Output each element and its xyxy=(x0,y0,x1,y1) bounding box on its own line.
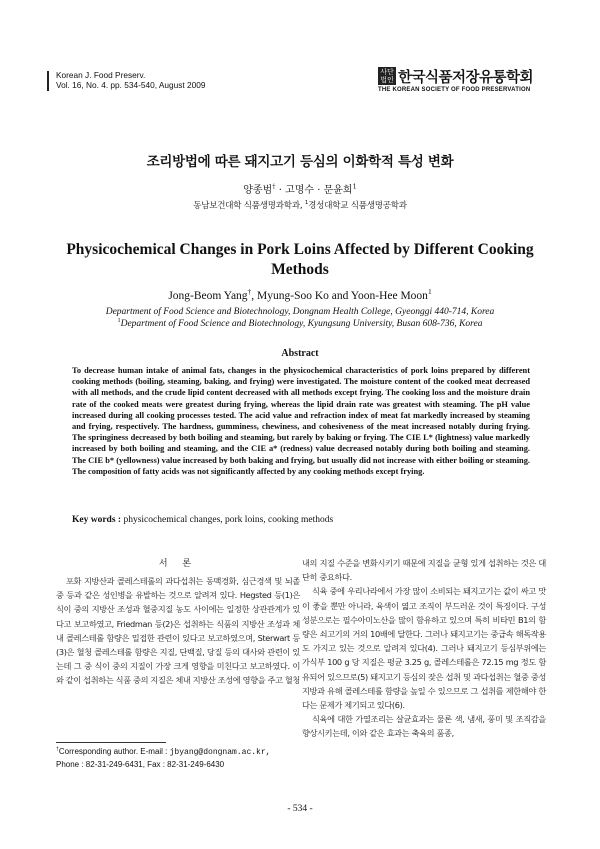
journal-citation xyxy=(56,70,286,90)
society-header xyxy=(378,64,556,98)
journal-name: Korean J. Food Preserv. xyxy=(56,70,146,80)
citation-rule xyxy=(47,71,49,91)
author-1-en: Jong-Beom Yang xyxy=(168,290,248,302)
authors-korean xyxy=(0,181,600,196)
paragraph: 내의 지질 수준을 변화시키기 때문에 지질을 균형 있게 섭취하는 것은 대단히 중요하다. xyxy=(302,558,546,583)
affiliation-mark: 1 xyxy=(117,317,121,324)
title-english: Physicochemical Changes in Pork Loins Affected by Different Cooking Methods xyxy=(66,241,534,278)
left-column xyxy=(56,574,300,688)
footnote xyxy=(56,746,306,771)
author-3: 문윤희 xyxy=(323,185,353,196)
author-separator: · xyxy=(278,185,282,196)
footnote-line-1 xyxy=(56,746,306,759)
affiliation-mark: 1 xyxy=(352,182,357,191)
author-2: 고명수 xyxy=(285,185,315,196)
keywords-label: Key words : xyxy=(72,515,122,525)
society-name-english: THE KOREAN SOCIETY OF FOOD PRESERVATION xyxy=(378,87,531,93)
footnote-prefix: Corresponding author. E-mail : xyxy=(58,747,168,756)
affiliation-2: 경성대학교 식품생명공학과 xyxy=(308,201,407,211)
abstract-heading: Abstract xyxy=(281,348,319,359)
affiliation-mark: 1 xyxy=(427,287,432,297)
affiliation-korean xyxy=(0,199,600,211)
affiliation-2-en: Department of Food Science and Biotechnology, Kyungsung University, Busan 608-736, Korea xyxy=(120,318,483,329)
keywords-text: physicochemical changes, pork loins, cooking methods xyxy=(123,515,334,525)
author-separator: · xyxy=(317,185,321,196)
right-column xyxy=(302,556,546,741)
section-heading-introduction: 서 론 xyxy=(158,559,198,569)
authors-rest-en: , Myung-Soo Ko and Yoon-Hee Moon xyxy=(251,290,428,302)
corresponding-mark: † xyxy=(247,287,252,297)
paragraph: 식육에 대한 가열조리는 살균효과는 물론 색, 냄새, 풍미 및 조직감을 향상시키는데, 이와 같은 효과는 축육의 품종, xyxy=(302,714,546,739)
page-number: - 534 - xyxy=(287,804,313,814)
affiliation-mark: 1 xyxy=(304,200,309,207)
journal-volume: Vol. 16, No. 4. pp. 534-540, August 2009 xyxy=(56,80,206,90)
affiliation-1-en: Department of Food Science and Biotechnology, Dongnam Health College, Gyeonggi 440-714, Korea xyxy=(105,307,495,317)
title-korean: 조리방법에 따른 돼지고기 등심의 이화학적 특성 변화 xyxy=(146,154,454,170)
email-link[interactable]: jbyang@dongnam.ac.kr, xyxy=(169,748,271,757)
affiliation-1: 동남보건대학 식품생명과학과, xyxy=(193,201,303,211)
footnote-line-2: Phone : 82-31-249-6431, Fax : 82-31-249-6430 xyxy=(56,760,225,769)
author-1: 양종범 xyxy=(243,185,273,196)
corresponding-mark: † xyxy=(56,746,59,753)
affiliation-english xyxy=(0,307,600,330)
society-name-korean: 한국식품저장유통학회 xyxy=(398,70,534,86)
abstract-text: To decrease human intake of animal fats, changes in the physicochemical characteristics of pork loins prepared by different cooking methods (boiling, steaming, baking, and frying) were investigated. The moisture content of the cooked meat decreased with all methods, and the crude lipid content decreased with all methods except frying. The cooking loss and the moisture drain rate of the cooked meats were greatest during frying, whereas the lipid drain rate was greatest with steaming. The pH value increased during all cooking processes tested. The acid value and refraction index of meat fat markedly increased by steaming and frying, respectively. The hardness, gumminess, chewiness, and cohesiveness of the meat increased notably during frying. The springiness decreased by both boiling and steaming, but rarely by baking or frying. The CIE L* (lightness) value markedly increased by both boiling and steaming, and the CIE a* (redness) value decreased notably during both boiling and steaming. The CIE b* (yellowness) value increased by both baking and frying, but usually did not increase with either boiling or steaming. The composition of fatty acids was not significantly affected by any cooking methods except frying. xyxy=(72,366,530,476)
paragraph: 포화 지방산과 콜레스테롤의 과다섭취는 동맥경화, 심근경색 및 뇌졸중 등과 같은 성인병을 유발하는 것으로 알려져 있다. Hegsted 등(1)은 식이 중의 지방산 조성과 혈중지질 농도 사이에는 일정한 상관관계가 있다고 보고하였고, Friedman 등(2)은 섭취하는 식품의 지방산 조성과 체내 콜레스테롤 함량은 밀접한 관련이 있다고 보고하였으며, Sterwart 등(3)은 혈청 콜레스테롤 함량은 지질, 단백질, 당질 등의 대사와 관련이 있는데 그 중 식이 중의 지질이 가장 크게 영향을 미친다고 보고하였다. 이와 같이 섭취하는 식품 중의 지질은 체내 지방산 조성에 영향을 주고 혈청 xyxy=(56,576,300,686)
society-logo-icon: 사단법인 xyxy=(378,67,396,85)
authors-english xyxy=(0,287,600,302)
paragraph: 식육 중에 우리나라에서 가장 많이 소비되는 돼지고기는 값이 싸고 맛이 좋을 뿐만 아니라, 육색이 엷고 조직이 부드러운 것이 특징이다. 구성성분으로는 필수아미노산을 많이 함유하고 있으며 특히 비타민 B1의 함량은 쇠고기의 거의 10배에 달한다. 그러나 돼지고기는 중급속 해독작용도 가지고 있는 것으로 알려져 있다(4). 그러나 돼지고기 등심부위에는 가식부 100 g 당 지질은 평균 3.25 g, 콜레스테롤은 72.15 mg 정도 함유되어 있으므로(5) 돼지고기 등심의 잦은 섭취 및 과다섭취는 혈중 중성 지방과 유해 콜레스테롤 함량을 높일 수 있으므로 그 섭취를 제한해야 한다는 문제가 제기되고 있다(6). xyxy=(302,586,546,711)
keywords xyxy=(72,515,532,525)
affiliation-2-en-line xyxy=(0,319,600,331)
corresponding-mark: † xyxy=(272,182,276,191)
footnote-rule xyxy=(56,742,166,743)
